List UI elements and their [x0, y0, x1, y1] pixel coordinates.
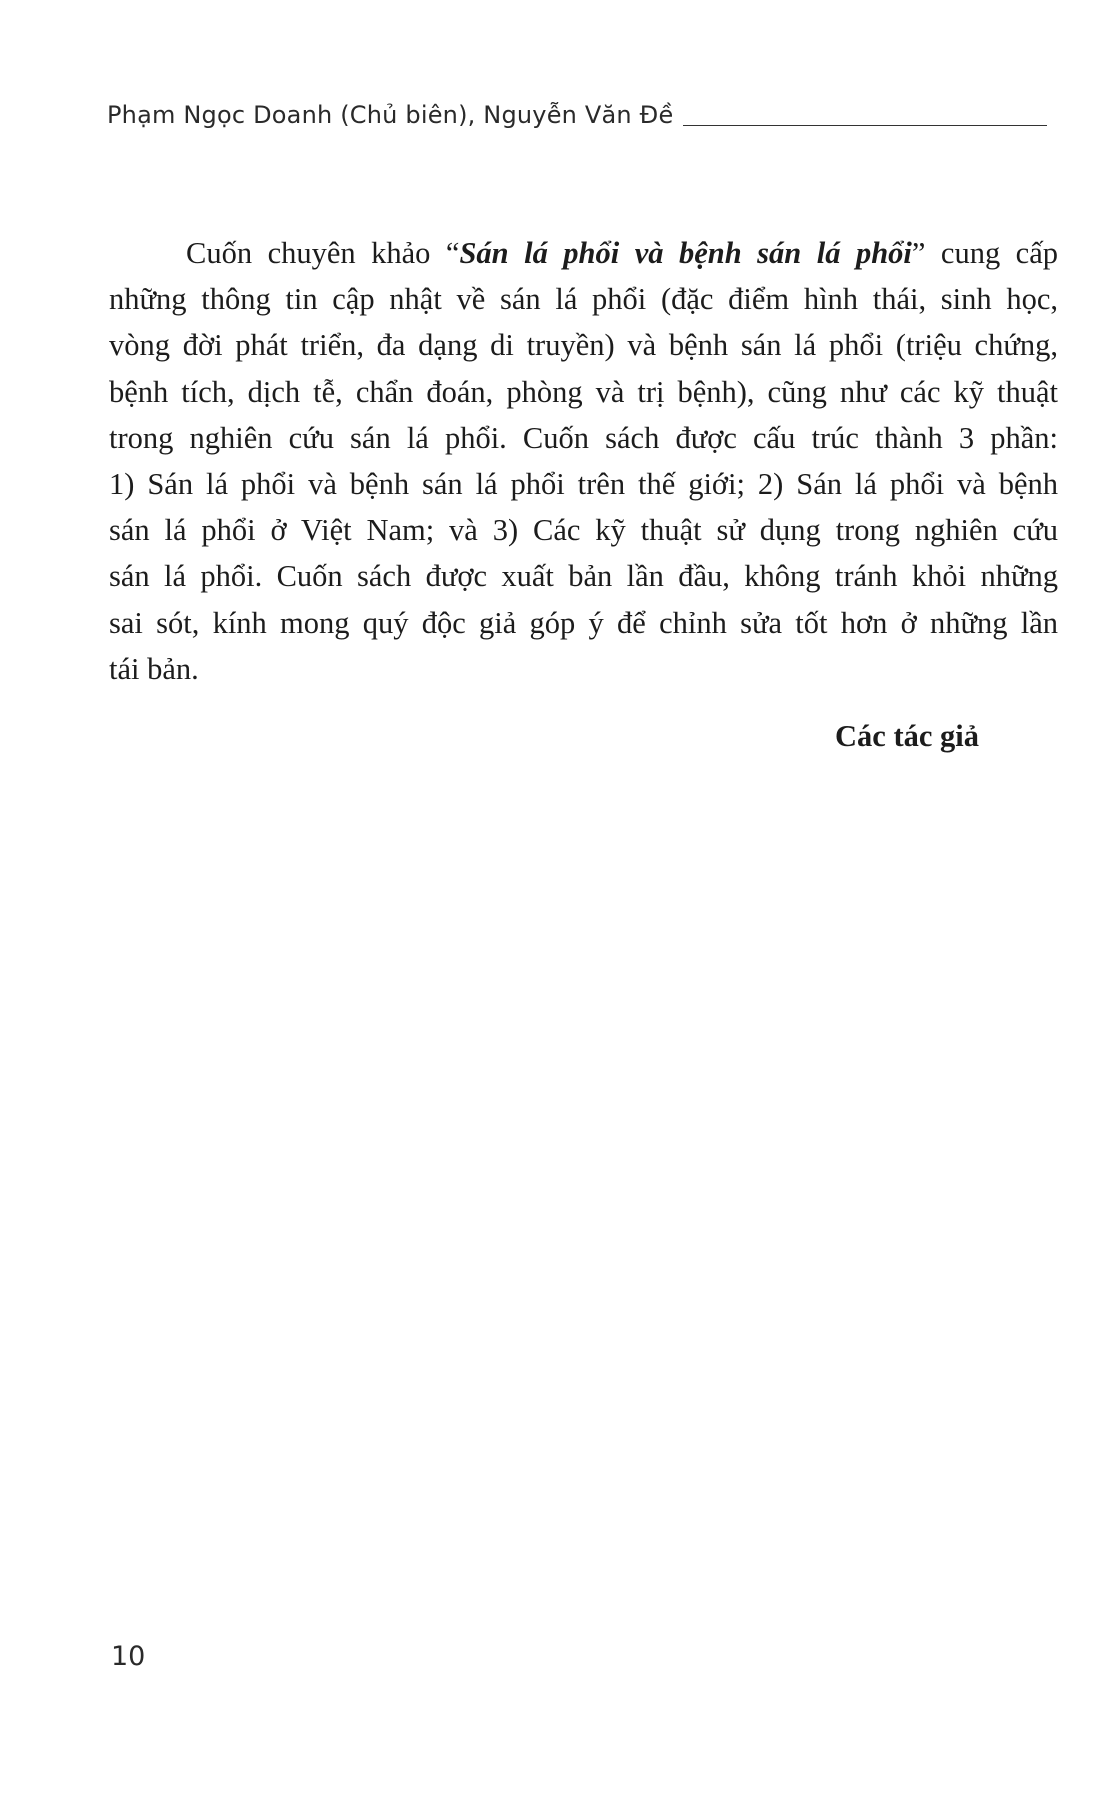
paragraph-line: bệnh tích, dịch tễ, chẩn đoán, phòng và trị bệnh), cũng như các kỹ thuật — [109, 374, 1058, 409]
paragraph-line: sai sót, kính mong quý độc giả góp ý để chỉnh sửa tốt hơn ở những lần — [109, 605, 1058, 640]
header-rule — [683, 125, 1047, 126]
paragraph-line — [109, 230, 1058, 276]
paragraph-line: tái bản. — [109, 651, 199, 686]
paragraph-line: vòng đời phát triển, đa dạng di truyền) và bệnh sán lá phổi (triệu chứng, — [109, 328, 1058, 363]
signature: Các tác giả — [835, 719, 979, 753]
paragraph-line: 1) Sán lá phổi và bệnh sán lá phổi trên thế giới; 2) Sán lá phổi và bệnh — [109, 467, 1058, 502]
page-number: 10 — [111, 1641, 146, 1672]
line1-prefix: Cuốn chuyên khảo “ — [186, 236, 460, 270]
book-title: Sán lá phổi và bệnh sán lá phổi — [459, 236, 912, 270]
paragraph-line: sán lá phổi ở Việt Nam; và 3) Các kỹ thuật sử dụng trong nghiên cứu — [109, 513, 1058, 548]
paragraph-line: những thông tin cập nhật về sán lá phổi (đặc điểm hình thái, sinh học, — [109, 282, 1058, 317]
paragraph-line: trong nghiên cứu sán lá phổi. Cuốn sách được cấu trúc thành 3 phần: — [109, 420, 1058, 455]
header-authors: Phạm Ngọc Doanh (Chủ biên), Nguyễn Văn Đề — [107, 101, 674, 129]
preface-paragraph — [109, 230, 1058, 692]
line1-suffix: ” cung cấp — [911, 236, 1059, 270]
running-header — [107, 100, 1047, 130]
paragraph-line: sán lá phổi. Cuốn sách được xuất bản lần đầu, không tránh khỏi những — [109, 559, 1058, 594]
